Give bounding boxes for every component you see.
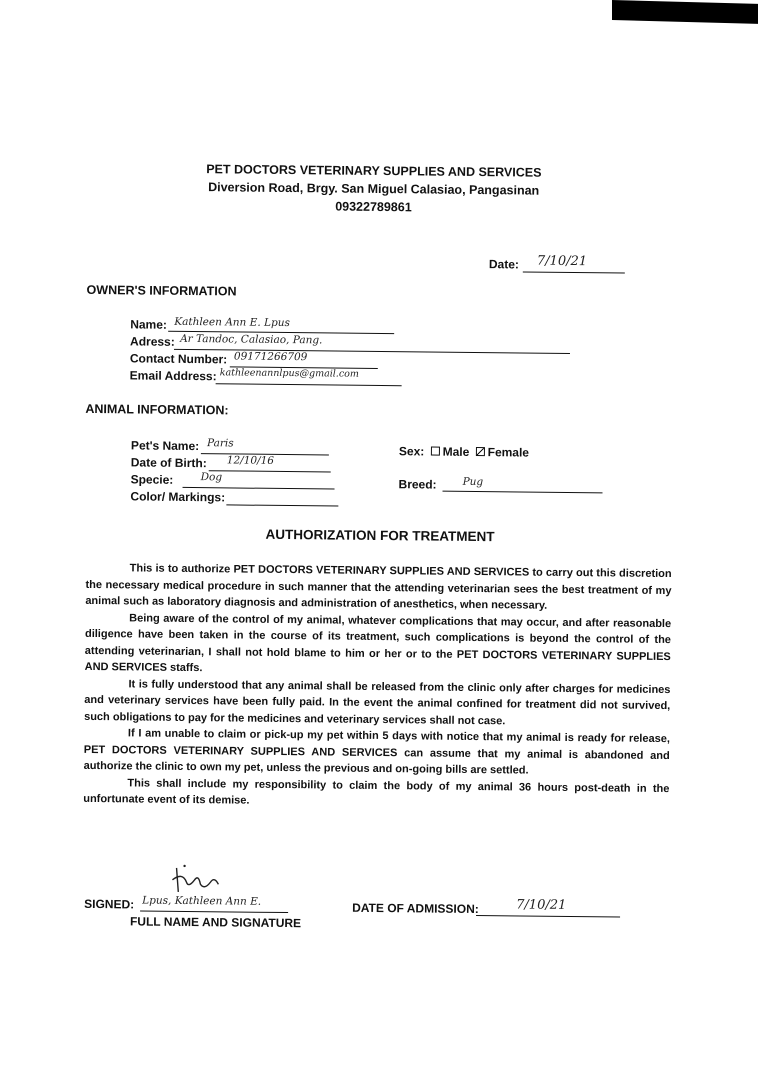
authorization-body bbox=[83, 560, 672, 814]
breed-value[interactable]: Pug bbox=[462, 475, 484, 489]
clinic-phone: 09322789861 bbox=[335, 199, 412, 215]
authorization-paragraph-3: It is fully understood that any animal shall be released from the clinic only after charges for medicines and veterinary services have been fully paid. In the event the animal confined for treatment did not survived, such obligations to pay for the medicines and veterinary services shall not case. bbox=[84, 677, 671, 727]
male-checkbox[interactable] bbox=[431, 447, 440, 456]
clinic-name: PET DOCTORS VETERINARY SUPPLIES AND SERVICES bbox=[206, 162, 542, 180]
sex-field bbox=[399, 444, 529, 459]
color-markings-label: Color/ Markings: bbox=[130, 489, 226, 505]
date-line bbox=[523, 271, 625, 273]
owner-address-value[interactable]: Ar Tandoc, Calasiao, Pang. bbox=[180, 332, 323, 347]
specie-label: Specie: bbox=[130, 472, 174, 487]
animal-section-title: ANIMAL INFORMATION: bbox=[85, 401, 229, 418]
pet-name-value[interactable]: Paris bbox=[206, 437, 234, 450]
email-line bbox=[216, 383, 402, 386]
signature-scribble bbox=[164, 862, 230, 899]
signed-value[interactable]: Lpus, Kathleen Ann E. bbox=[142, 894, 262, 908]
clinic-address: Diversion Road, Brgy. San Miguel Calasiao, Pangasinan bbox=[208, 180, 540, 198]
signed-label: SIGNED: bbox=[84, 896, 135, 912]
specie-value[interactable]: Dog bbox=[200, 471, 223, 484]
sex-label: Sex: bbox=[398, 444, 425, 459]
admission-date-label: DATE OF ADMISSION: bbox=[352, 900, 479, 917]
owner-name-label: Name: bbox=[130, 317, 168, 332]
owner-name-value[interactable]: Kathleen Ann E. Lpus bbox=[174, 315, 290, 330]
dob-line bbox=[209, 470, 331, 472]
date-label: Date: bbox=[488, 257, 519, 272]
female-option-label: Female bbox=[487, 445, 530, 460]
dob-label: Date of Birth: bbox=[130, 455, 207, 471]
signature-caption: FULL NAME AND SIGNATURE bbox=[129, 914, 302, 931]
authorization-paragraph-5: This shall include my responsibility to claim the body of my animal 36 hours post-death in the unfortunate event of its demise. bbox=[83, 776, 670, 807]
owner-section-title: OWNER'S INFORMATION bbox=[86, 282, 237, 299]
owner-address-label: Adress: bbox=[129, 334, 175, 349]
admission-date-line bbox=[476, 915, 620, 918]
breed-line bbox=[443, 491, 603, 494]
authorization-title: AUTHORIZATION FOR TREATMENT bbox=[265, 526, 495, 545]
contact-number-value[interactable]: 09171266709 bbox=[233, 350, 308, 364]
authorization-paragraph-1: This is to authorize PET DOCTORS VETERINARY SUPPLIES AND SERVICES to carry out this discretion the necessary medical procedure in such manner that the attending veterinarian sees the best treatment of my animal such as laboratory diagnosis and administration of anesthetics, when necessary. bbox=[85, 562, 672, 612]
admission-date-value[interactable]: 7/10/21 bbox=[516, 897, 567, 913]
signed-line bbox=[140, 911, 288, 914]
pet-name-label: Pet's Name: bbox=[130, 438, 200, 454]
dob-value[interactable]: 12/10/16 bbox=[226, 454, 275, 467]
authorization-paragraph-4: If I am unable to claim or pick-up my pet within 5 days with notice that my animal is ready for release, PET DOCTORS VETERINARY SUPPLIES AND SERVICES can assume that my animal is abandoned and authorize the clinic to own my pet, unless the previous and on-going bills are settled. bbox=[83, 727, 670, 777]
specie-line bbox=[183, 487, 335, 490]
breed-label: Breed: bbox=[398, 477, 437, 492]
contact-number-label: Contact Number: bbox=[129, 351, 228, 367]
date-value[interactable]: 7/10/21 bbox=[536, 253, 588, 270]
color-markings-line bbox=[226, 504, 338, 506]
female-checkbox[interactable] bbox=[476, 447, 485, 456]
male-option-label: Male bbox=[442, 444, 470, 459]
email-value[interactable]: kathleenannlpus@gmail.com bbox=[219, 367, 359, 380]
email-label: Email Address: bbox=[129, 368, 217, 384]
authorization-paragraph-2: Being aware of the control of my animal, whatever complications that may occur, and after reasonable diligence have been taken in the course of its treatment, such complications is beyond the control of the attending veterinarian, I shall not hold blame to him or her or to the PET DOCTORS VETERINARY SUPPLIES AND SERVICES staffs. bbox=[84, 611, 672, 675]
